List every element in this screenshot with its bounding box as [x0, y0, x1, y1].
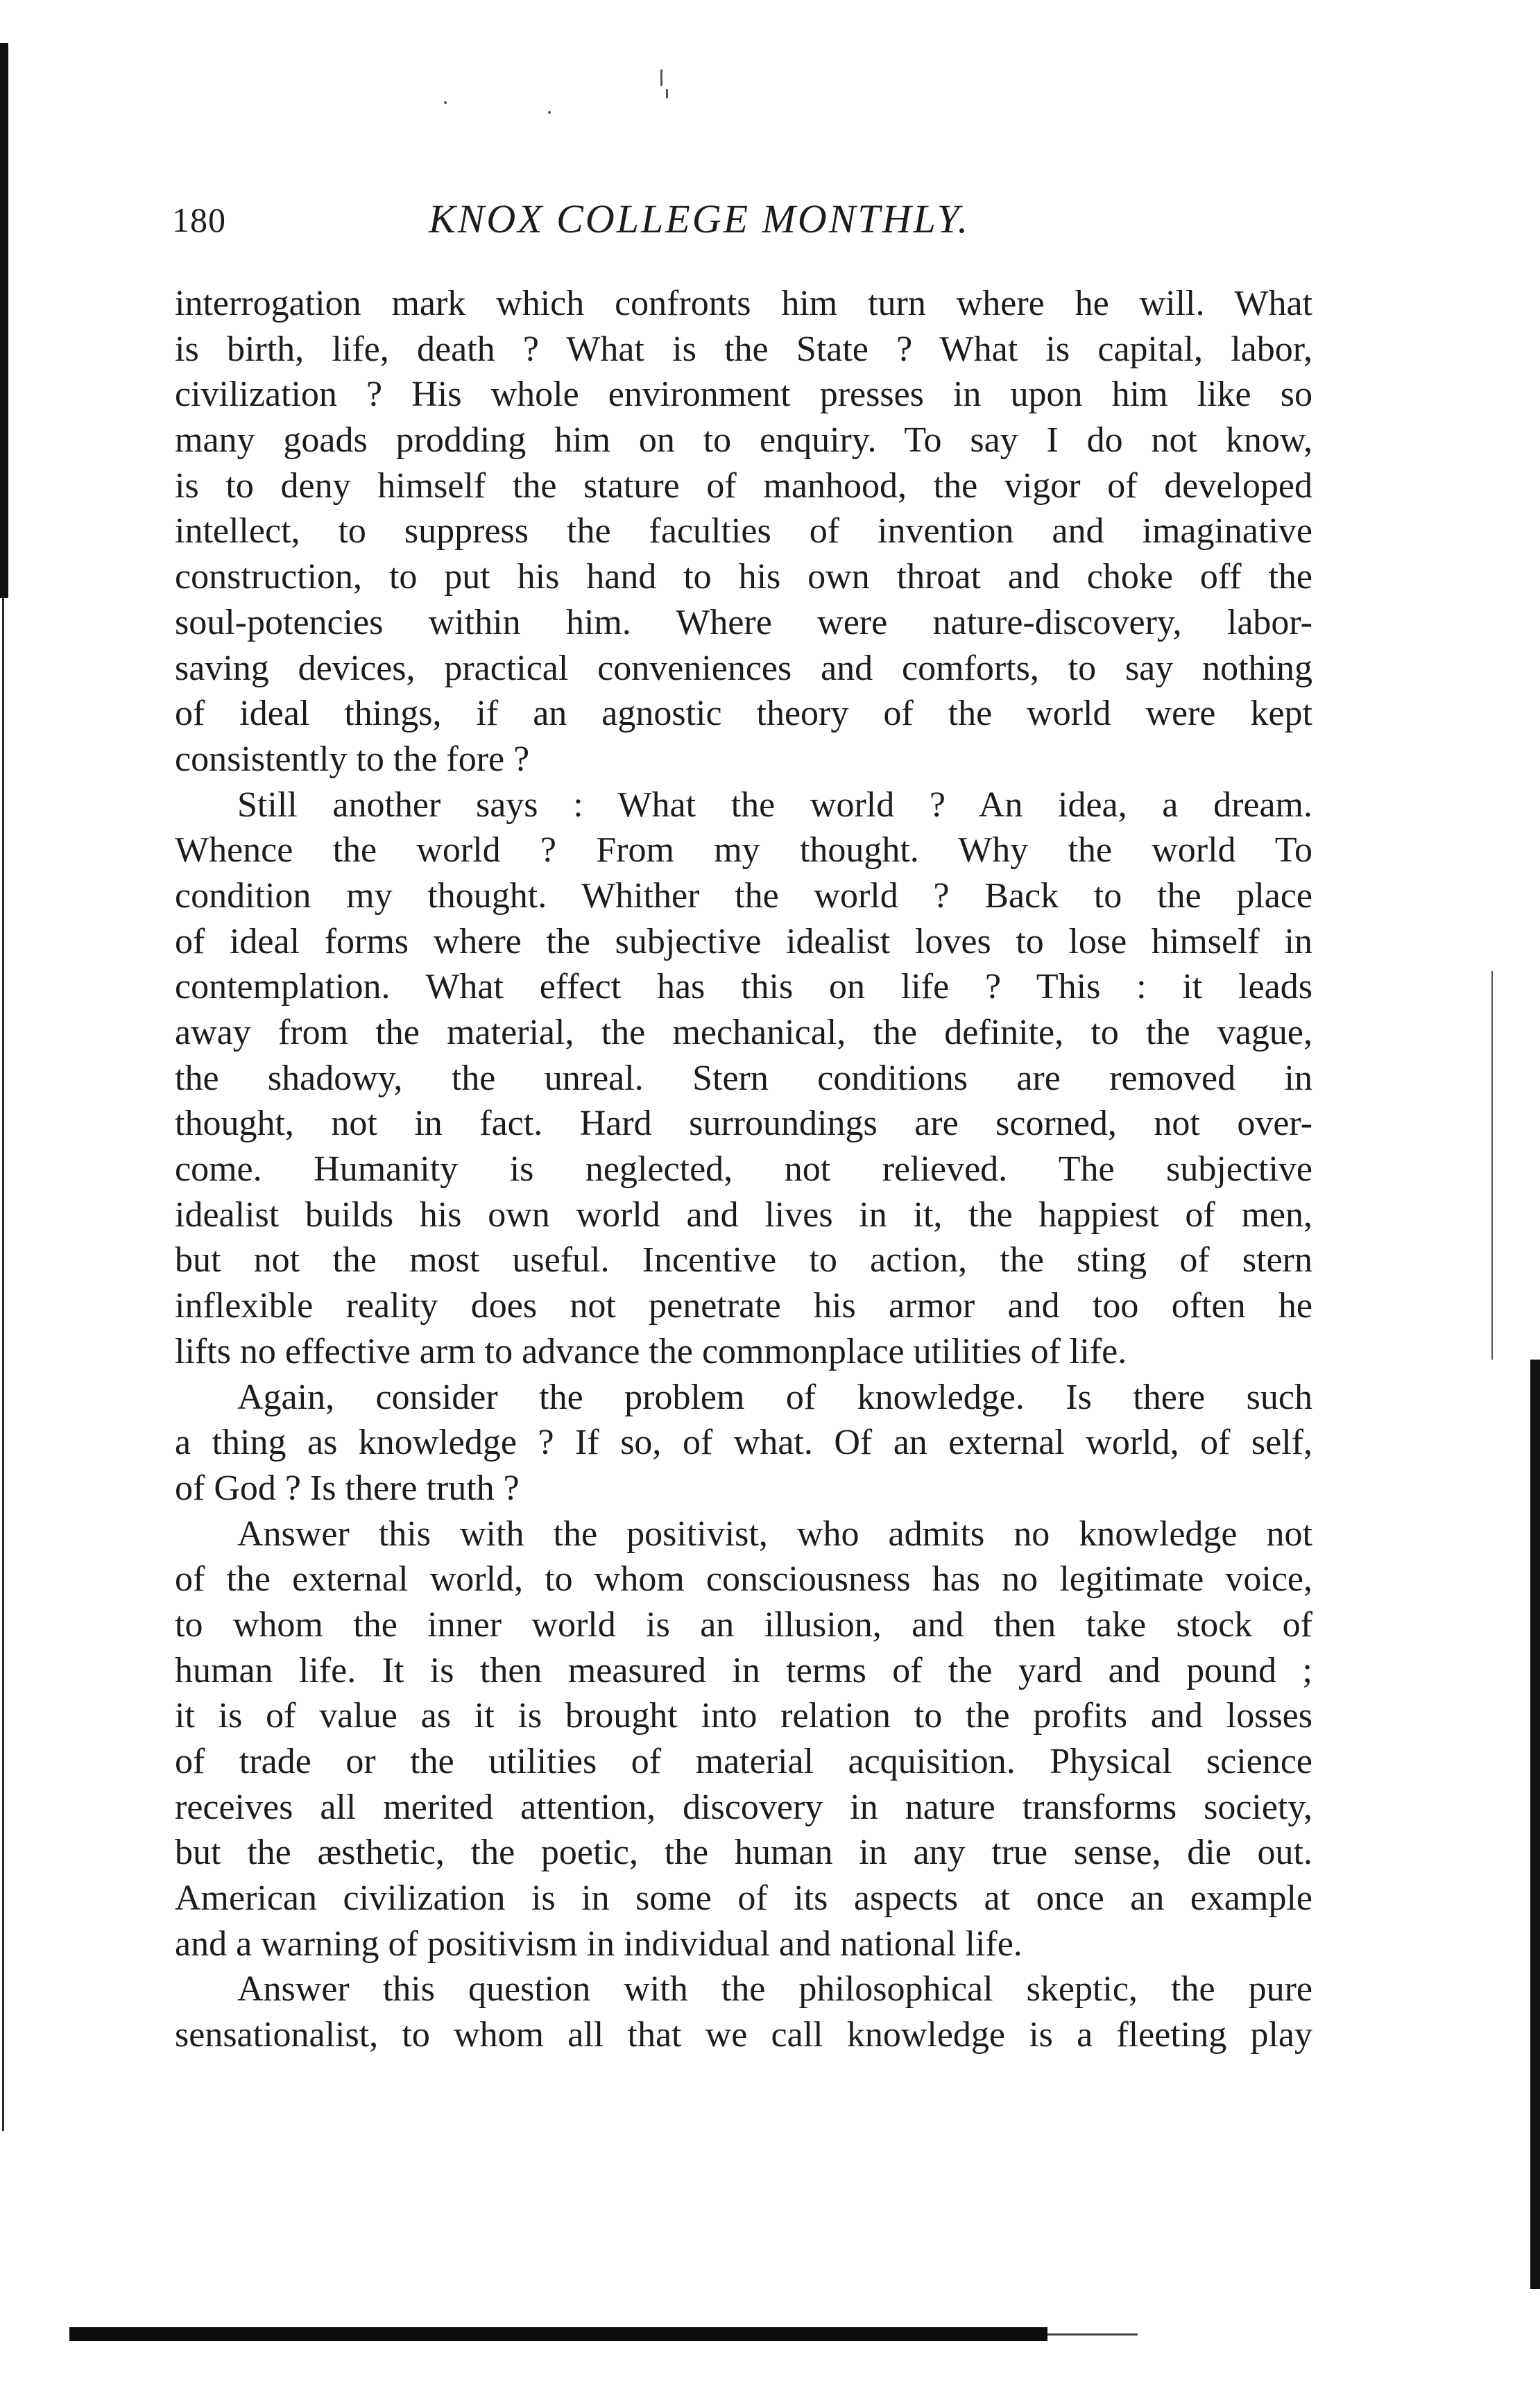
- text-line: construction, to put his hand to his own throat and choke off the: [175, 557, 1312, 597]
- text-line: Answer this with the positivist, who admits no knowledge not: [237, 1514, 1312, 1554]
- text-line: idealist builds his own world and lives in it, the happiest of men,: [175, 1194, 1312, 1235]
- text-line: civilization ? His whole environment presses in upon him like so: [175, 375, 1312, 415]
- speck: [660, 69, 662, 86]
- text-line: receives all merited attention, discovery in nature transforms society,: [175, 1787, 1312, 1827]
- speck: [548, 111, 551, 114]
- text-line: many goads prodding him on to enquiry. To say I do not know,: [175, 420, 1312, 461]
- text-line: Answer this question with the philosophical skeptic, the pure: [237, 1969, 1312, 2010]
- text-line: of God ? Is there truth ?: [175, 1468, 520, 1508]
- text-line: is birth, life, death ? What is the State ? What is capital, labor,: [175, 329, 1312, 369]
- text-line: to whom the inner world is an illusion, and then take stock of: [175, 1604, 1312, 1645]
- text-line: thought, not in fact. Hard surroundings are scorned, not over-: [175, 1104, 1312, 1144]
- right-scan-border: [1530, 1360, 1540, 2289]
- text-line: consistently to the fore ?: [175, 739, 530, 779]
- bottom-scan-border: [69, 2327, 1047, 2341]
- text-line: of ideal forms where the subjective idealist loves to lose himself in: [175, 921, 1312, 961]
- text-line: human life. It is then measured in terms of the yard and pound ;: [175, 1650, 1312, 1690]
- text-line: of the external world, to whom consciousness has no legitimate voice,: [175, 1559, 1312, 1600]
- text-line: of trade or the utilities of material acquisition. Physical science: [175, 1742, 1312, 1781]
- speck: [444, 101, 447, 104]
- left-scan-border: [0, 43, 8, 598]
- text-line: away from the material, the mechanical, the definite, to the vague,: [175, 1013, 1312, 1052]
- text-line: a thing as knowledge ? If so, of what. Of an external world, of self,: [175, 1423, 1312, 1463]
- text-line: interrogation mark which confronts him turn where he will. What: [175, 284, 1312, 323]
- text-line: is to deny himself the stature of manhood, the vigor of developed: [175, 465, 1312, 506]
- text-line: come. Humanity is neglected, not relieved. The subjective: [175, 1149, 1312, 1190]
- text-line: Again, consider the problem of knowledge. Is there such: [237, 1377, 1312, 1417]
- scan-specks: [444, 69, 735, 125]
- text-line: soul-potencies within him. Where were nature-discovery, labor-: [175, 602, 1312, 642]
- text-line: intellect, to suppress the faculties of invention and imaginative: [175, 511, 1312, 551]
- text-line: lifts no effective arm to advance the commonplace utilities of life.: [175, 1331, 1127, 1371]
- text-line: condition my thought. Whither the world ? Back to the place: [175, 875, 1312, 916]
- page-number: 180: [172, 200, 226, 239]
- speck: [666, 89, 668, 98]
- text-line: it is of value as it is brought into relation to the profits and losses: [175, 1696, 1312, 1736]
- bottom-scan-border-thin: [1047, 2333, 1138, 2336]
- text-line: American civilization is in some of its aspects at once an example: [175, 1878, 1312, 1919]
- right-scan-border-thin: [1491, 971, 1493, 1360]
- running-head: [172, 196, 1310, 244]
- text-line: contemplation. What effect has this on life ? This : it leads: [175, 967, 1312, 1007]
- text-line: but the æsthetic, the poetic, the human in any true sense, die out.: [175, 1833, 1312, 1873]
- left-scan-border-thin: [2, 598, 4, 2131]
- text-line: Still another says : What the world ? An idea, a dream.: [237, 785, 1312, 825]
- article-body: [175, 281, 1312, 2058]
- journal-title: KNOX COLLEGE MONTHLY.: [429, 196, 970, 241]
- text-line: saving devices, practical conveniences and comforts, to say nothing: [175, 648, 1312, 688]
- text-line: the shadowy, the unreal. Stern conditions are removed in: [175, 1058, 1312, 1098]
- text-line: inflexible reality does not penetrate his armor and too often he: [175, 1286, 1312, 1326]
- text-line: of ideal things, if an agnostic theory of the world were kept: [175, 694, 1312, 734]
- text-line: sensationalist, to whom all that we call knowledge is a fleeting play: [175, 2015, 1312, 2055]
- text-line: Whence the world ? From my thought. Why the world To: [175, 830, 1312, 871]
- text-line: and a warning of positivism in individual and national life.: [175, 1923, 1023, 1964]
- text-line: but not the most useful. Incentive to action, the sting of stern: [175, 1240, 1312, 1280]
